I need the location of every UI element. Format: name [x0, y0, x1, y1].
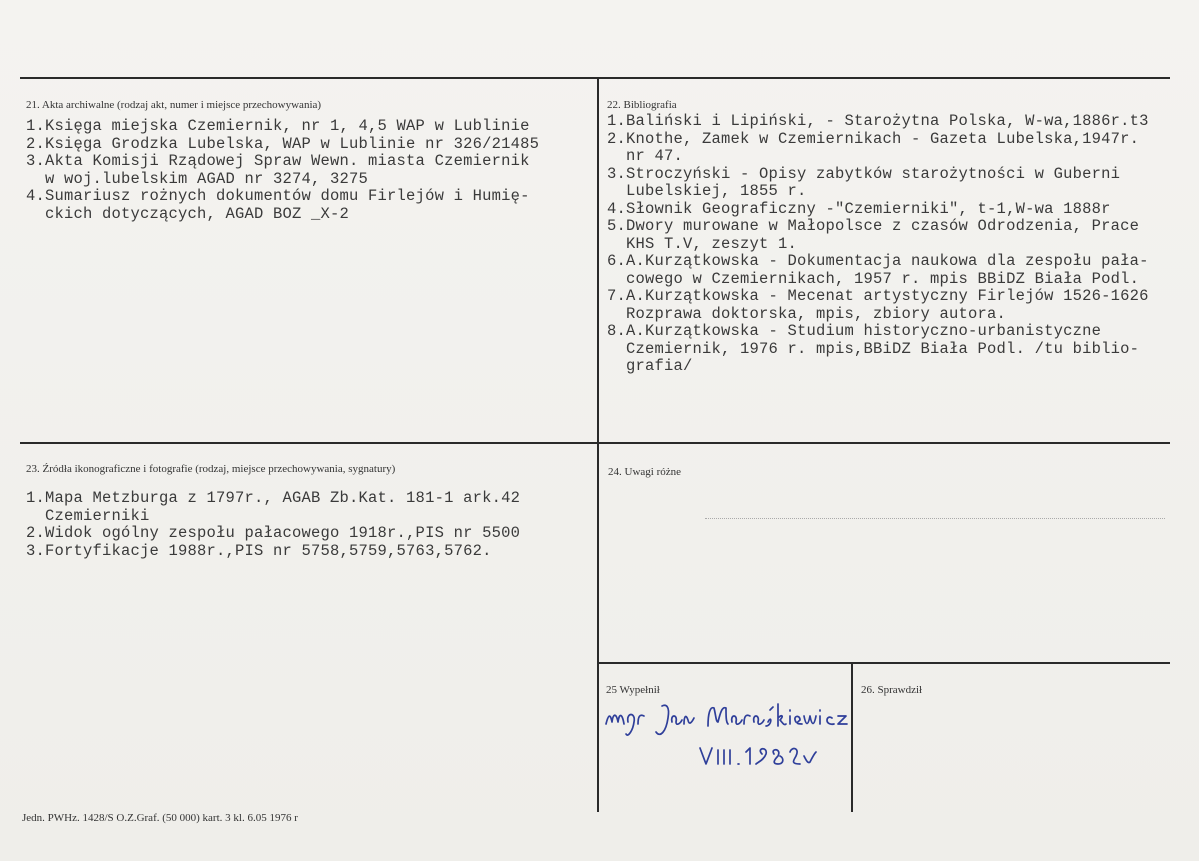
typed-line: grafia/ — [607, 357, 693, 375]
typed-line: 4.Słownik Geograficzny -"Czemierniki", t-1,W-wa 1888r — [607, 199, 1111, 218]
section-rule — [20, 442, 1170, 444]
remarks-dotted-rule — [705, 518, 1165, 519]
middle-divider — [597, 77, 599, 812]
typed-line: nr 47. — [607, 147, 684, 165]
typed-line: 6.A.Kurzątkowska - Dokumentacja naukowa dla zespołu pała- — [607, 252, 1149, 270]
typed-line: ckich dotyczących, AGAD BOZ _X-2 — [26, 204, 350, 223]
typed-line: Rozprawa doktorska, mpis, zbiory autora. — [607, 304, 1007, 323]
typed-line: 4.Sumariusz rożnych dokumentów domu Firlejów i Humię- — [26, 187, 530, 205]
signature-rule — [599, 662, 1170, 664]
field-23-content — [26, 490, 520, 560]
card-footer: Jedn. PWHz. 1428/S O.Z.Graf. (50 000) kart. 3 kl. 6.05 1976 r — [22, 812, 298, 824]
handwritten-signature-svg — [604, 698, 854, 778]
typed-line: 3.Stroczyński - Opisy zabytków starożytności w Guberni — [607, 164, 1121, 183]
typed-line: w woj.lubelskim AGAD nr 3274, 3275 — [26, 169, 369, 188]
typed-line: 1.Baliński i Lipiński, - Starożytna Polska, W-wa,1886r.t3 — [607, 112, 1149, 130]
typed-line: 2.Knothe, Zamek w Czemiernikach - Gazeta Lubelska,1947r. — [607, 129, 1140, 148]
typed-line: 1.Księga miejska Czemiernik, nr 1, 4,5 WAP w Lublinie — [26, 117, 530, 135]
typed-line: 3.Fortyfikacje 1988r.,PIS nr 5758,5759,5763,5762. — [26, 541, 492, 560]
field-25-label: 25 Wypełnił — [606, 684, 660, 696]
field-21-content — [26, 118, 539, 223]
typed-line: Lubelskiej, 1855 r. — [607, 182, 807, 200]
typed-line: 8.A.Kurzątkowska - Studium historyczno-urbanistyczne — [607, 322, 1102, 340]
typed-line: KHS T.V, zeszyt 1. — [607, 234, 798, 253]
typed-line: Czemierniki — [26, 506, 150, 525]
typed-line: 5.Dwory murowane w Małopolsce z czasów Odrodzenia, Prace — [607, 217, 1140, 235]
typed-line: 2.Księga Grodzka Lubelska, WAP w Lublinie nr 326/21485 — [26, 134, 540, 153]
field-24-label: 24. Uwagi różne — [608, 466, 682, 478]
typed-line: 3.Akta Komisji Rządowej Spraw Wewn. miasta Czemiernik — [26, 152, 530, 170]
typed-line: Czemiernik, 1976 r. mpis,BBiDZ Biała Podl. /tu biblio- — [607, 339, 1140, 358]
field-21-label: 21. Akta archiwalne (rodzaj akt, numer i miejsce przechowywania) — [26, 99, 322, 111]
typed-line: 7.A.Kurzątkowska - Mecenat artystyczny Firlejów 1526-1626 — [607, 287, 1149, 305]
field-26-label: 26. Sprawdził — [861, 684, 923, 696]
field-23-label: 23. Źródła ikonograficzne i fotografie (rodzaj, miejsce przechowywania, sygnatury) — [26, 463, 396, 475]
typed-line: 1.Mapa Metzburga z 1797r., AGAB Zb.Kat. 181-1 ark.42 — [26, 489, 521, 507]
field-22-label: 22. Bibliografia — [607, 99, 677, 111]
typed-line: cowego w Czemiernikach, 1957 r. mpis BBiDZ Biała Podl. — [607, 269, 1140, 288]
field-22-content — [607, 113, 1149, 376]
top-rule — [20, 77, 1170, 79]
typed-line: 2.Widok ogólny zespołu pałacowego 1918r.,PIS nr 5500 — [26, 524, 521, 542]
signature — [604, 698, 854, 783]
